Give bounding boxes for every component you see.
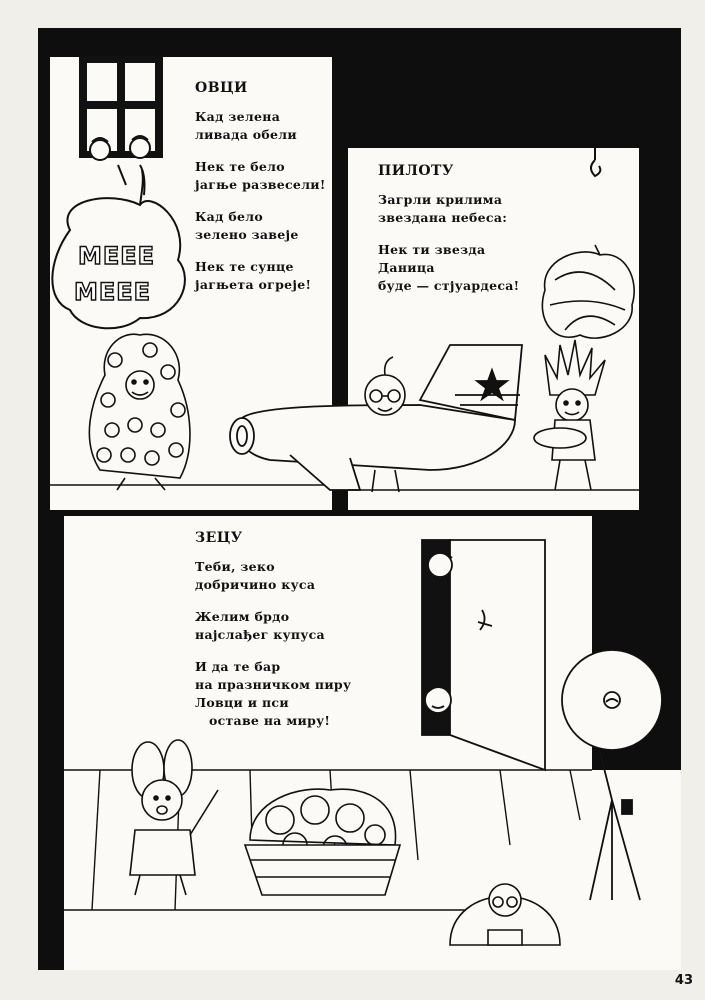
window-illustration — [80, 57, 162, 195]
poem-pilot — [378, 163, 519, 295]
page-number: 43 — [674, 973, 693, 988]
sheep-costume-child — [89, 334, 190, 490]
poem-line: звездана небеса: — [378, 210, 508, 225]
poem-line: оставе на миру! — [195, 713, 331, 728]
poem-line: Теби, зеко — [195, 559, 275, 574]
poem-title: ОВЦИ — [195, 80, 248, 96]
cabbage-basket — [245, 789, 400, 895]
poem-line: на празничком пиру — [195, 677, 352, 692]
poem-line: И да те бар — [195, 659, 281, 674]
poem-title: ПИЛОТУ — [378, 163, 454, 179]
doorway — [422, 540, 545, 770]
poem-line: најслађег купуса — [195, 627, 325, 642]
airplane — [230, 345, 522, 490]
poem-line: Даница — [378, 260, 435, 275]
poem-lines — [195, 108, 326, 294]
poem-line: Ловци и пси — [195, 695, 289, 710]
poem-line: јагњета огреје! — [195, 277, 312, 292]
speech-line-1: МЕЕЕ — [78, 242, 156, 270]
poem-line: Нек те бело — [195, 159, 285, 174]
poem-line: Загрли крилима — [378, 192, 503, 207]
rabbit-child — [130, 740, 218, 895]
reading-child-dome — [450, 884, 560, 945]
globe-lamp — [562, 650, 662, 900]
poem-line: Желим брдо — [195, 609, 290, 624]
poem-line: добричино куса — [195, 577, 316, 592]
poem-line: Нек те сунце — [195, 259, 294, 274]
poem-title: ЗЕЦУ — [195, 530, 243, 546]
headdress-child — [534, 340, 605, 490]
poem-line: зелено завеје — [195, 227, 299, 242]
poem-sheep — [195, 80, 326, 294]
poem-line: Кад бело — [195, 209, 263, 224]
poem-line: Кад зелена — [195, 109, 281, 124]
speech-line-2: МЕЕЕ — [74, 278, 152, 306]
ceiling-hook — [591, 148, 600, 176]
poem-rabbit — [195, 530, 351, 730]
poem-line: јагње развесели! — [195, 177, 326, 192]
poem-line: Нек ти звезда — [378, 242, 486, 257]
poem-line: ливада обели — [195, 127, 297, 142]
speech-bubble — [52, 170, 185, 328]
poem-line: буде — стјуардеса! — [378, 278, 520, 293]
yarn-ball-lamp — [542, 245, 634, 338]
